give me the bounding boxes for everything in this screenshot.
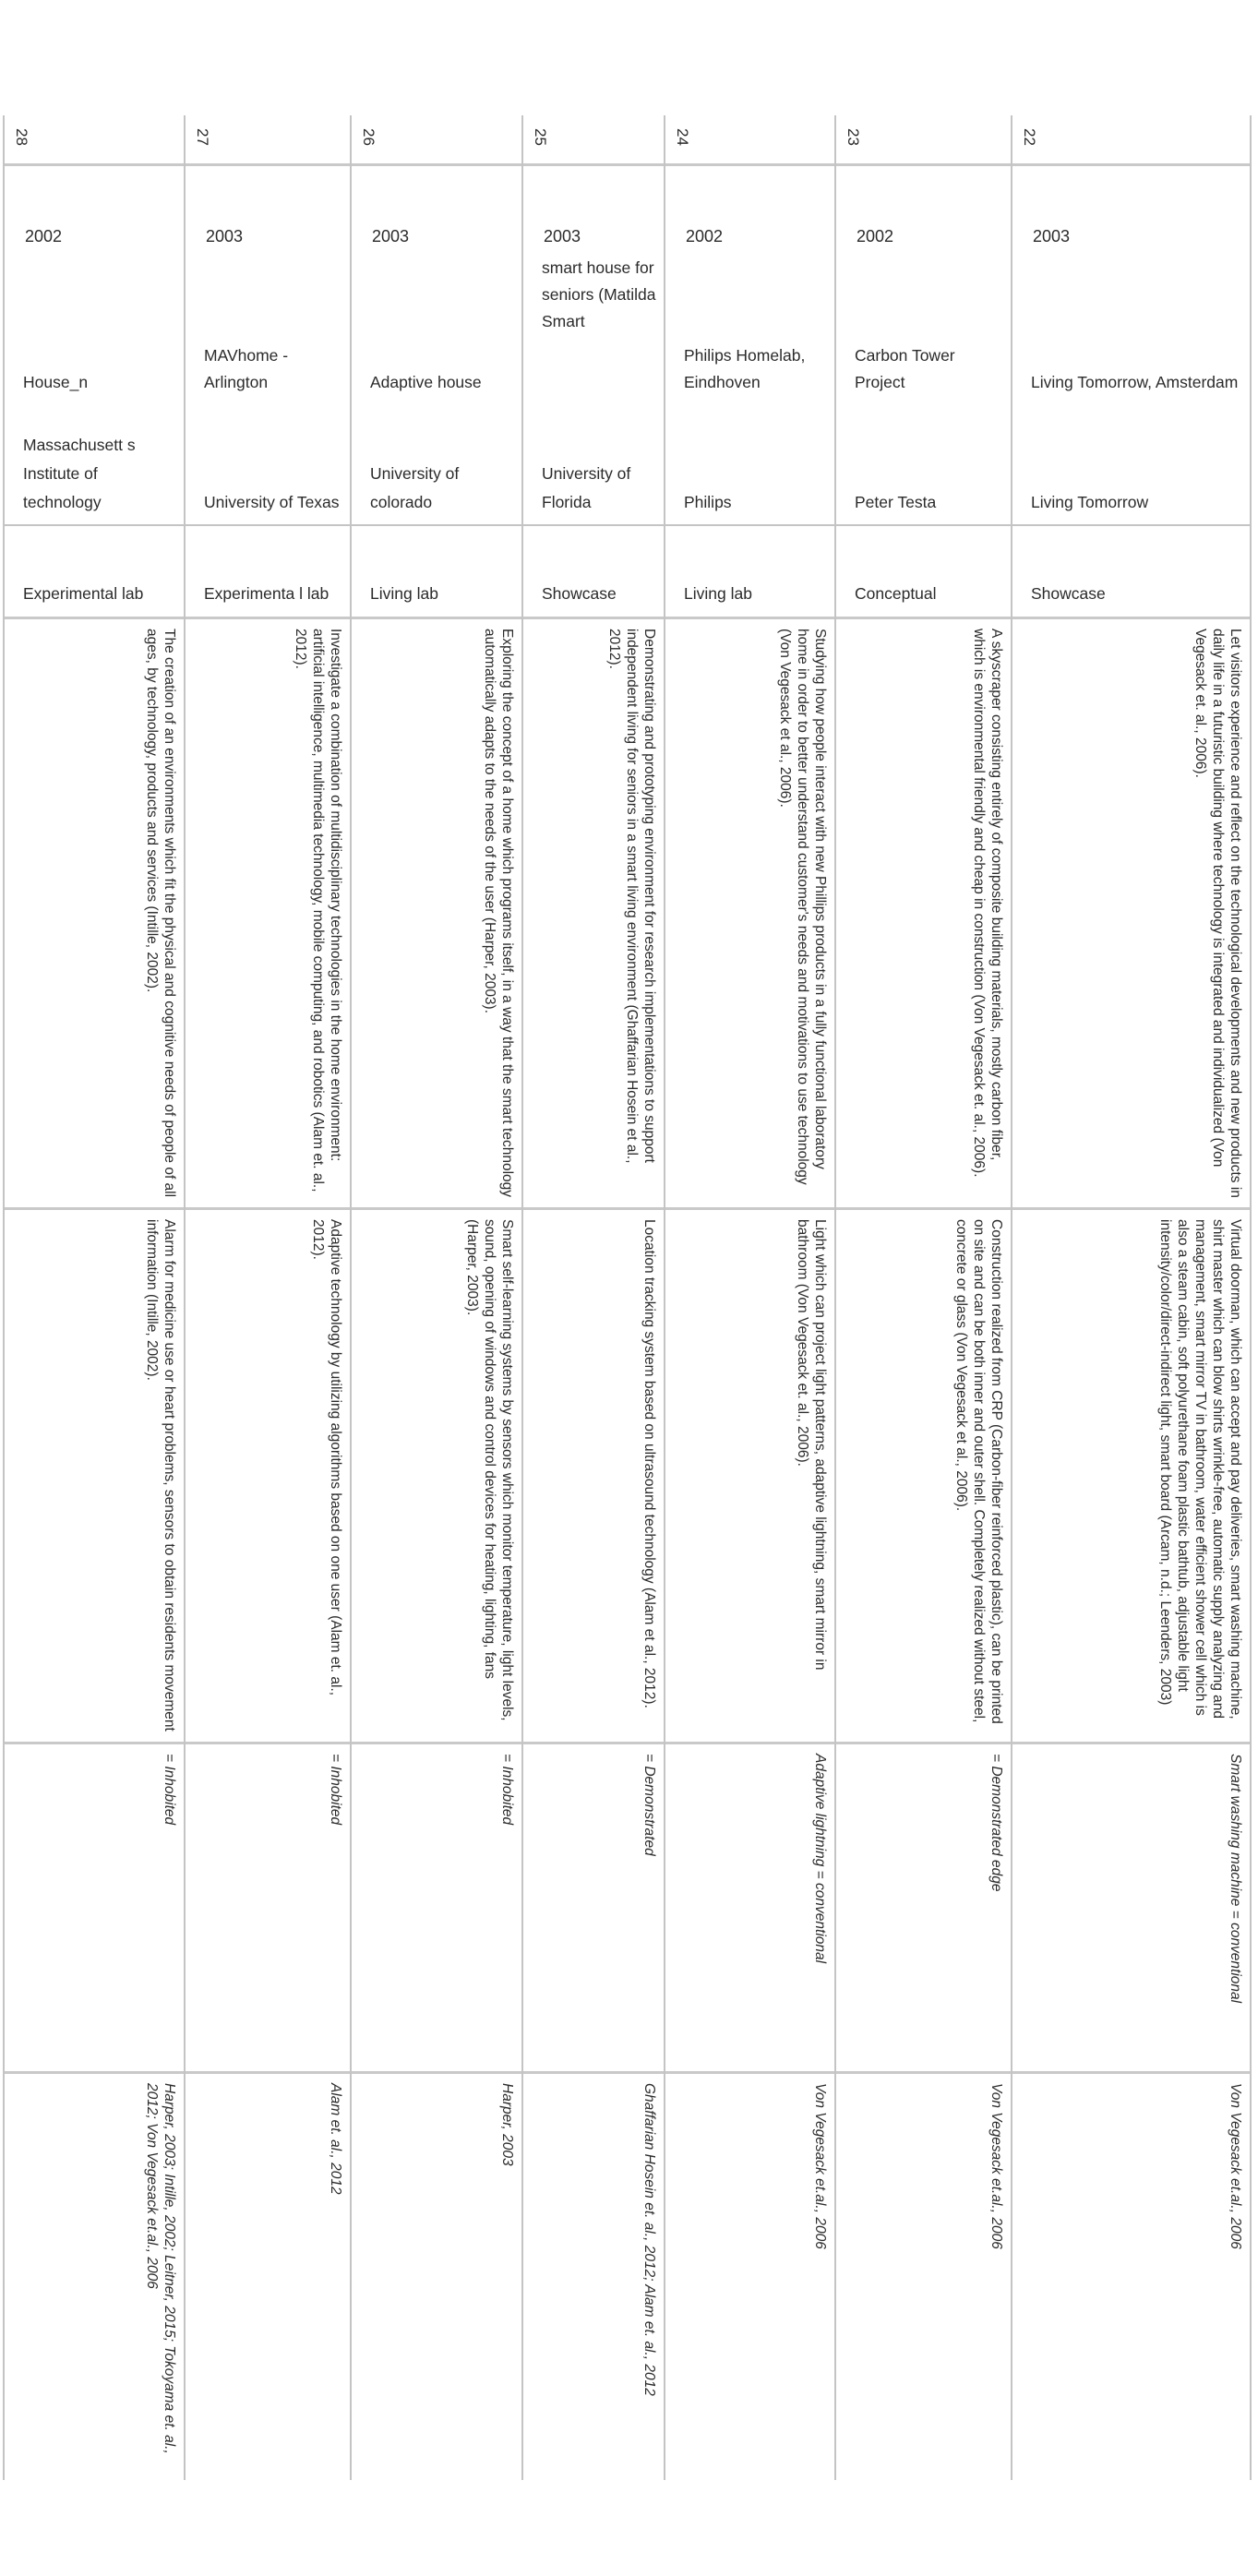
technology: Light which can project light patterns, adaptive lightning, smart mirror in bathroom (Von Vegesack et. al., 2006). (795, 1219, 828, 1671)
name-cell (5, 255, 184, 392)
classification-cell (1012, 1742, 1250, 2071)
classification: = Demonstrated edge (988, 1754, 1004, 1892)
year: 2002 (857, 227, 894, 246)
organization: Massachusett s Institute of technology (23, 436, 136, 511)
classification-cell (186, 1742, 350, 2071)
organization-cell (5, 392, 184, 524)
project-name: smart house for seniors (Matilda Smart (542, 258, 656, 330)
year: 2002 (686, 227, 724, 246)
description: A skyscraper consisting entirely of composite building materials, mostly carbon fiber, which is environmental friendly and cheap in construction (Von Vegesack et. al., 2006). (971, 629, 1004, 1178)
type-cell (665, 524, 834, 617)
year-cell (1012, 163, 1250, 255)
technology-cell (836, 1207, 1011, 1742)
classification: = Demonstrated (641, 1754, 657, 1856)
year-cell (836, 163, 1011, 255)
description-cell (836, 617, 1011, 1207)
references-cell (665, 2071, 834, 2480)
references: Alam et. al., 2012 (328, 2083, 343, 2195)
name-cell (836, 255, 1011, 392)
project-name: Carbon Tower Project (855, 346, 955, 391)
classification: = Inhobited (328, 1754, 343, 1826)
classification: Adaptive lightning = conventional (812, 1754, 828, 1964)
year-cell (186, 163, 350, 255)
organization: University of Texas (204, 493, 340, 511)
classification-cell (836, 1742, 1011, 2071)
column-number-cell (5, 115, 184, 163)
description: Demonstrating and prototyping environment for research implementations to support independent living for seniors in a smart living environment (Ghaffarian Hosein et al., 2012). (606, 629, 657, 1164)
organization-cell (665, 392, 834, 524)
references: Von Vegesack et.al., 2006 (812, 2083, 828, 2249)
type-cell (5, 524, 184, 617)
references-cell (836, 2071, 1011, 2480)
classification-cell (523, 1742, 664, 2071)
project-name: Living Tomorrow, Amsterdam (1031, 373, 1239, 391)
references-cell (5, 2071, 184, 2480)
references-cell (352, 2071, 521, 2480)
organization-cell (352, 392, 521, 524)
project-name: Adaptive house (370, 373, 482, 391)
project-type: Living lab (684, 584, 752, 603)
description-cell (1012, 617, 1250, 1207)
year-cell (523, 163, 664, 255)
table-column (521, 115, 664, 2480)
project-name: MAVhome - Arlington (204, 346, 289, 391)
year: 2003 (206, 227, 244, 246)
project-name: House_n (23, 373, 89, 391)
column-number-cell (1012, 115, 1250, 163)
technology: Virtual doorman, which can accept and pay deliveries, smart washing machine, shirt master which can blow shirts wrinkle-free, automatic supply analyzing and management, smart mirror TV in bathroom, water efficient shower cell which is also a steam cabin, soft polyurethane foam plastic bathtub, adjustable light intensity/color/direct-indirect light, smart board (Arcam, n.d.; Leenders, 2003) (1157, 1219, 1243, 1719)
name-cell (186, 255, 350, 392)
project-name: Philips Homelab, Eindhoven (684, 346, 806, 391)
organization: Peter Testa (855, 493, 937, 511)
classification-cell (5, 1742, 184, 2071)
column-number-cell (352, 115, 521, 163)
references-cell (186, 2071, 350, 2480)
description: Exploring the concept of a home which programs itself, in a way that the smart technology automatically adapts to the needs of the user (Harper, 2003). (482, 629, 515, 1198)
organization: Philips (684, 493, 732, 511)
technology-cell (5, 1207, 184, 1742)
description-cell (523, 617, 664, 1207)
year: 2002 (25, 227, 63, 246)
year-cell (665, 163, 834, 255)
references-cell (523, 2071, 664, 2480)
technology: Alarm for medicine use or heart problems, sensors to obtain residents movement information (Intille, 2002). (144, 1219, 177, 1731)
table-column (350, 115, 521, 2480)
classification: = Inhobited (162, 1754, 177, 1826)
description-cell (5, 617, 184, 1207)
classification-cell (352, 1742, 521, 2071)
references: Von Vegesack et.al., 2006 (1228, 2083, 1243, 2249)
year-cell (5, 163, 184, 255)
type-cell (836, 524, 1011, 617)
organization-cell (836, 392, 1011, 524)
technology: Smart self-learning systems by sensors which monitor temperature, light levels, sound, opening of windows and control devices for heating, lighting, fans (Harper, 2003). (464, 1219, 515, 1721)
organization: Living Tomorrow (1031, 493, 1149, 511)
year: 2003 (1033, 227, 1071, 246)
name-cell (665, 255, 834, 392)
technology: Adaptive technology by utilizing algorithms based on one user (Alam et. al., 2012). (310, 1219, 343, 1696)
technology: Location tracking system based on ultrasound technology (Alam et al., 2012). (641, 1219, 657, 1708)
type-cell (186, 524, 350, 617)
references: Von Vegesack et.al., 2006 (988, 2083, 1004, 2249)
column-number: 24 (674, 128, 691, 146)
column-number: 22 (1021, 128, 1038, 146)
references: Ghaffarian Hosein et. al., 2012; Alam et. al., 2012 (641, 2083, 657, 2396)
column-number-cell (523, 115, 664, 163)
technology-cell (523, 1207, 664, 1742)
description: Let visitors experience and reflect on the technological developments and new products in daily life in a futuristic building where technology is integrated and individualized (Von Vegesack et. al., 2006). (1192, 629, 1243, 1198)
technology-cell (352, 1207, 521, 1742)
name-cell (1012, 255, 1250, 392)
organization-cell (1012, 392, 1250, 524)
year: 2003 (544, 227, 581, 246)
organization-cell (523, 392, 664, 524)
table-column (664, 115, 834, 2480)
project-type: Living lab (370, 584, 438, 603)
description: Studying how people interact with new Phillips products in a fully functional laboratory home in order to better understand customer's needs and motivations to use technology (Von Vegesack et al., 2006). (777, 629, 828, 1185)
year-cell (352, 163, 521, 255)
table-column (3, 115, 184, 2480)
classification: = Inhobited (499, 1754, 515, 1826)
column-number-cell (186, 115, 350, 163)
description: The creation of an environments which fit the physical and cognitive needs of people of all ages, by technology, products and services (Intille, 2002). (144, 629, 177, 1198)
references: Harper, 2003 (499, 2083, 515, 2166)
technology-cell (186, 1207, 350, 1742)
project-type: Conceptual (855, 584, 937, 603)
description: Investigate a combination of multidisciplinary technologies in the home environment: artificial intelligence, multimedia technology, mobile computing, and robotics (Alam et. al., 2012). (293, 629, 343, 1192)
organization: University of Florida (542, 464, 631, 511)
project-type: Experimental lab (23, 584, 144, 603)
type-cell (1012, 524, 1250, 617)
column-number: 25 (532, 128, 549, 146)
project-type: Showcase (1031, 584, 1106, 603)
references: Harper, 2003; Intille, 2002; Leitner, 2015; Tokoyama et. al., 2012; Von Vegesack et.al., 2006 (144, 2083, 177, 2454)
project-type: Showcase (542, 584, 617, 603)
column-number: 23 (845, 128, 862, 146)
description-cell (665, 617, 834, 1207)
table-column (184, 115, 350, 2480)
technology: Construction realized from CRP (Carbon-fiber reinforced plastic), can be printed on site and can be both inner and outer shell. Completely realized without steel, concrete or glass (Von Vegesack et al., 2006). (953, 1219, 1004, 1724)
description-cell (352, 617, 521, 1207)
references-cell (1012, 2071, 1250, 2480)
column-number-cell (836, 115, 1011, 163)
name-cell (352, 255, 521, 392)
description-cell (186, 617, 350, 1207)
column-number: 28 (13, 128, 30, 146)
classification-cell (665, 1742, 834, 2071)
organization: University of colorado (370, 464, 460, 511)
table-column (1011, 115, 1252, 2480)
type-cell (352, 524, 521, 617)
classification: Smart washing machine = conventional (1228, 1754, 1243, 2004)
project-type: Experimenta l lab (204, 584, 329, 603)
type-cell (523, 524, 664, 617)
column-number: 26 (360, 128, 377, 146)
name-cell (523, 255, 664, 392)
technology-cell (1012, 1207, 1250, 1742)
organization-cell (186, 392, 350, 524)
technology-cell (665, 1207, 834, 1742)
column-number: 27 (194, 128, 211, 146)
year: 2003 (372, 227, 410, 246)
table-column (834, 115, 1011, 2480)
column-number-cell (665, 115, 834, 163)
